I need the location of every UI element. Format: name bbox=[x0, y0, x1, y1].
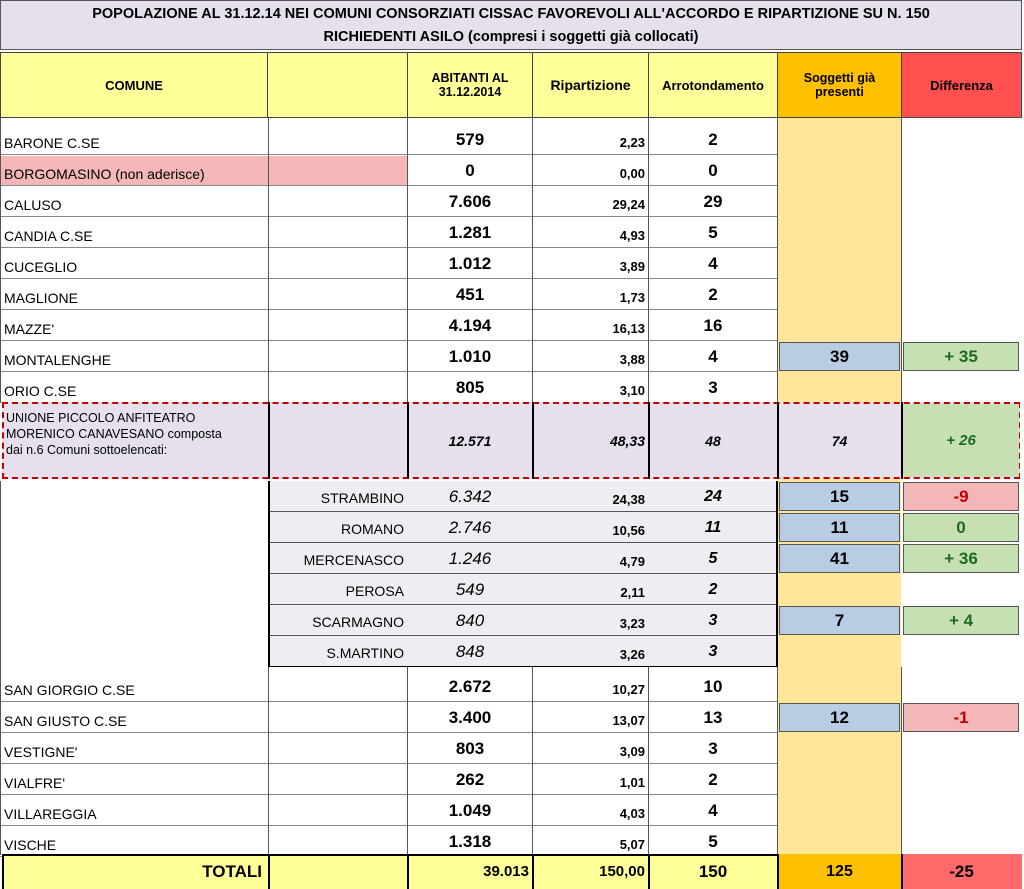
grid-line bbox=[407, 118, 408, 402]
ripartizione-value bbox=[532, 341, 649, 372]
header-soggetti bbox=[777, 52, 902, 118]
ripartizione-value bbox=[532, 186, 649, 217]
sub-comune-name bbox=[267, 512, 408, 543]
ripartizione-value bbox=[532, 733, 649, 764]
sub-ripartizione-value bbox=[532, 481, 649, 512]
sub-abitanti-value-text: 848 bbox=[455, 641, 485, 661]
totali-label-text: TOTALI bbox=[202, 861, 262, 881]
sub-arrotondamento-value bbox=[648, 605, 778, 636]
sub-arrotondamento-value bbox=[648, 574, 778, 605]
totali-soggetti-text: 125 bbox=[826, 862, 853, 880]
sub-abitanti-value-text: 6.342 bbox=[448, 486, 492, 506]
totali-differenza bbox=[901, 854, 1022, 889]
ripartizione-value-text: 1,73 bbox=[619, 290, 645, 305]
comune-name bbox=[0, 826, 268, 857]
comune-name-text: VESTIGNE' bbox=[4, 743, 78, 760]
grid-line bbox=[407, 402, 409, 479]
soggetti-value bbox=[779, 544, 900, 573]
sub-ripartizione-value-text: 3,26 bbox=[619, 647, 645, 662]
sub-comune-name bbox=[267, 574, 408, 605]
abitanti-value-text: 1.281 bbox=[448, 222, 492, 242]
grid-line bbox=[268, 481, 270, 667]
comune-name-text: SAN GIORGIO C.SE bbox=[4, 681, 135, 698]
arrotondamento-value-text: 3 bbox=[708, 738, 718, 758]
ripartizione-value bbox=[532, 372, 649, 403]
sub-abitanti-value bbox=[407, 481, 533, 512]
ripartizione-value bbox=[532, 217, 649, 248]
arrotondamento-value-text: 16 bbox=[703, 315, 723, 335]
grid-line bbox=[0, 667, 1, 855]
title-line-1: POPOLAZIONE AL 31.12.14 NEI COMUNI CONSORZIATI CISSAC FAVOREVOLI ALL'ACCORDO E RIPARTIZIONE SU N. 150 bbox=[92, 6, 930, 22]
sub-comune-name-text: SCARMAGNO bbox=[312, 613, 404, 630]
totali-abitanti-text: 39.013 bbox=[483, 863, 529, 880]
arrotondamento-value-text: 3 bbox=[708, 377, 718, 397]
totali-differenza-text: -25 bbox=[949, 861, 974, 881]
sub-ripartizione-value bbox=[532, 605, 649, 636]
soggetti-value-text: 39 bbox=[830, 346, 849, 366]
grid-line bbox=[777, 402, 779, 479]
arrotondamento-value bbox=[648, 155, 778, 186]
abitanti-value bbox=[407, 671, 533, 702]
arrotondamento-value bbox=[648, 217, 778, 248]
unione-abitanti bbox=[407, 402, 533, 479]
differenza-value bbox=[903, 544, 1019, 573]
header-abitanti-line1: ABITANTI AL bbox=[431, 71, 509, 85]
arrotondamento-value bbox=[648, 372, 778, 403]
sub-ripartizione-value bbox=[532, 636, 649, 667]
differenza-value bbox=[903, 342, 1019, 371]
soggetti-value bbox=[779, 703, 900, 732]
comune-name-text: VISCHE bbox=[4, 836, 57, 853]
grid-line bbox=[407, 667, 408, 855]
sub-comune-name-text: S.MARTINO bbox=[326, 644, 404, 661]
header-arrotondamento bbox=[648, 52, 778, 118]
sub-abitanti-value bbox=[407, 605, 533, 636]
ripartizione-value-text: 3,09 bbox=[619, 744, 645, 759]
arrotondamento-value-text: 5 bbox=[708, 222, 718, 242]
abitanti-value-text: 2.672 bbox=[448, 676, 492, 696]
sub-comune-name bbox=[267, 605, 408, 636]
abitanti-value bbox=[407, 733, 533, 764]
sub-arrotondamento-value bbox=[648, 636, 778, 667]
arrotondamento-value bbox=[648, 826, 778, 857]
ripartizione-value-text: 10,27 bbox=[612, 682, 645, 697]
comune-name bbox=[0, 124, 268, 155]
sub-abitanti-value bbox=[407, 512, 533, 543]
abitanti-value-text: 1.049 bbox=[448, 800, 492, 820]
ripartizione-value bbox=[532, 279, 649, 310]
unione-name-line: MORENICO CANAVESANO composta bbox=[6, 427, 222, 441]
ripartizione-value bbox=[532, 310, 649, 341]
grid-line bbox=[0, 118, 1, 402]
differenza-value-text: -9 bbox=[953, 486, 969, 506]
arrotondamento-value bbox=[648, 310, 778, 341]
comune-name bbox=[0, 372, 268, 403]
header-differenza bbox=[901, 52, 1022, 118]
unione-ripartizione bbox=[532, 402, 649, 479]
abitanti-value-text: 3.400 bbox=[448, 707, 492, 727]
title-line-2: RICHIEDENTI ASILO (compresi i soggetti già collocati) bbox=[323, 29, 699, 45]
totali-soggetti bbox=[777, 854, 902, 889]
grid-line bbox=[648, 667, 649, 855]
arrotondamento-value-text: 4 bbox=[708, 800, 718, 820]
soggetti-value bbox=[779, 606, 900, 635]
comune-name-text: MAZZE' bbox=[4, 320, 55, 337]
comune-name bbox=[0, 671, 268, 702]
grid-line bbox=[0, 481, 1, 667]
grid-line bbox=[268, 854, 270, 889]
header-arrotondamento-label: Arrotondamento bbox=[662, 77, 764, 93]
ripartizione-value bbox=[532, 826, 649, 857]
grid-line bbox=[268, 666, 778, 667]
unione-abitanti-text: 12.571 bbox=[448, 432, 492, 449]
sub-arrotondamento-value-text: 11 bbox=[704, 518, 722, 536]
sub-ripartizione-value bbox=[532, 574, 649, 605]
arrotondamento-value bbox=[648, 702, 778, 733]
header-ripartizione-label: Ripartizione bbox=[550, 77, 631, 93]
comune-name-text: VILLAREGGIA bbox=[4, 805, 97, 822]
abitanti-value bbox=[407, 186, 533, 217]
sub-arrotondamento-value-text: 5 bbox=[708, 549, 718, 567]
arrotondamento-value bbox=[648, 124, 778, 155]
soggetti-value-text: 11 bbox=[830, 517, 849, 537]
sub-abitanti-value-text: 549 bbox=[455, 579, 485, 599]
ripartizione-value bbox=[532, 155, 649, 186]
ripartizione-value-text: 13,07 bbox=[612, 713, 645, 728]
ripartizione-value-text: 3,10 bbox=[619, 383, 645, 398]
comune-name bbox=[0, 702, 268, 733]
ripartizione-value bbox=[532, 795, 649, 826]
totali-abitanti bbox=[407, 854, 533, 889]
abitanti-value bbox=[407, 764, 533, 795]
abitanti-value-text: 805 bbox=[455, 377, 485, 397]
differenza-value-text: -1 bbox=[953, 707, 969, 727]
differenza-value-text: + 4 bbox=[948, 610, 974, 630]
sub-comune-name bbox=[267, 481, 408, 512]
abitanti-value bbox=[407, 372, 533, 403]
unione-arrotondamento bbox=[648, 402, 778, 479]
abitanti-value bbox=[407, 248, 533, 279]
soggetti-value-text: 7 bbox=[834, 610, 845, 630]
sub-comune-name-text: ROMANO bbox=[341, 520, 404, 537]
comune-name bbox=[0, 279, 268, 310]
ripartizione-value-text: 4,03 bbox=[619, 806, 645, 821]
differenza-value-text: 0 bbox=[956, 517, 966, 537]
sub-arrotondamento-value-text: 24 bbox=[704, 487, 722, 505]
sub-ripartizione-value-text: 10,56 bbox=[612, 523, 645, 538]
sub-arrotondamento-value-text: 2 bbox=[708, 580, 718, 598]
comune-name-text: BARONE C.SE bbox=[4, 134, 100, 151]
totali-arrotondamento bbox=[648, 854, 778, 889]
soggetti-value-text: 41 bbox=[830, 548, 849, 568]
ripartizione-value-text: 29,24 bbox=[612, 197, 645, 212]
soggetti-value-text: 12 bbox=[830, 707, 849, 727]
soggetti-value bbox=[779, 513, 900, 542]
ripartizione-value-text: 16,13 bbox=[612, 321, 645, 336]
unione-name bbox=[6, 410, 270, 472]
abitanti-value-text: 1.012 bbox=[448, 253, 492, 273]
comune-name-text: CALUSO bbox=[4, 196, 62, 213]
ripartizione-value-text: 2,23 bbox=[619, 135, 645, 150]
sub-ripartizione-value bbox=[532, 543, 649, 574]
arrotondamento-value bbox=[648, 733, 778, 764]
comune-name-text: ORIO C.SE bbox=[4, 382, 77, 399]
comune-name bbox=[0, 733, 268, 764]
abitanti-value bbox=[407, 279, 533, 310]
differenza-value-text: + 36 bbox=[944, 548, 978, 568]
header-soggetti-line1: Soggetti già bbox=[803, 71, 876, 85]
grid-line bbox=[777, 667, 778, 855]
ripartizione-value-text: 1,01 bbox=[619, 775, 645, 790]
arrotondamento-value bbox=[648, 341, 778, 372]
unione-differenza bbox=[903, 404, 1019, 477]
differenza-value bbox=[903, 513, 1019, 542]
arrotondamento-value-text: 2 bbox=[708, 284, 718, 304]
page-title bbox=[0, 0, 1022, 50]
comune-name bbox=[0, 217, 268, 248]
totali-ripartizione bbox=[532, 854, 649, 889]
header-comune-label: COMUNE bbox=[105, 77, 163, 93]
abitanti-value-text: 0 bbox=[465, 160, 475, 180]
sub-abitanti-value bbox=[407, 636, 533, 667]
grid-line bbox=[901, 667, 902, 855]
ripartizione-value-text: 5,07 bbox=[619, 837, 645, 852]
grid-line bbox=[268, 667, 269, 855]
grid-line bbox=[532, 667, 533, 855]
sub-arrotondamento-value-text: 3 bbox=[708, 642, 718, 660]
grid-line bbox=[532, 402, 534, 479]
header-blank bbox=[267, 52, 408, 118]
abitanti-value bbox=[407, 217, 533, 248]
comune-name-text: BORGOMASINO (non aderisce) bbox=[4, 165, 205, 182]
grid-line bbox=[777, 854, 779, 889]
sub-abitanti-value-text: 840 bbox=[455, 610, 485, 630]
differenza-value bbox=[903, 703, 1019, 732]
arrotondamento-value-text: 10 bbox=[703, 676, 723, 696]
abitanti-value-text: 451 bbox=[455, 284, 485, 304]
header-soggetti-line2: presenti bbox=[815, 85, 864, 99]
abitanti-value-text: 803 bbox=[455, 738, 485, 758]
grid-line bbox=[648, 854, 650, 889]
comune-name bbox=[0, 155, 268, 186]
unione-ripartizione-text: 48,33 bbox=[609, 432, 645, 449]
sub-comune-name-text: STRAMBINO bbox=[320, 489, 404, 506]
grid-line bbox=[648, 402, 650, 479]
comune-name-text: CUCEGLIO bbox=[4, 258, 78, 275]
sub-abitanti-value-text: 1.246 bbox=[448, 548, 492, 568]
abitanti-value bbox=[407, 795, 533, 826]
header-comune bbox=[0, 52, 268, 118]
arrotondamento-value-text: 29 bbox=[703, 191, 723, 211]
ripartizione-value bbox=[532, 124, 649, 155]
sub-comune-name bbox=[267, 636, 408, 667]
unione-name-line: dai n.6 Comuni sottoelencati: bbox=[6, 443, 168, 457]
differenza-value-text: + 35 bbox=[944, 346, 978, 366]
header-ripartizione bbox=[532, 52, 649, 118]
abitanti-value bbox=[407, 702, 533, 733]
differenza-value bbox=[903, 606, 1019, 635]
header-abitanti-line2: 31.12.2014 bbox=[438, 85, 502, 99]
grid-line bbox=[901, 118, 902, 402]
arrotondamento-value-text: 4 bbox=[708, 253, 718, 273]
sub-comune-name-text: MERCENASCO bbox=[303, 551, 404, 568]
unione-arrotondamento-text: 48 bbox=[705, 432, 721, 449]
sub-ripartizione-value-text: 3,23 bbox=[619, 616, 645, 631]
header-abitanti bbox=[407, 52, 533, 118]
grid-line bbox=[532, 118, 533, 402]
sub-arrotondamento-value-text: 3 bbox=[708, 611, 718, 629]
arrotondamento-value bbox=[648, 279, 778, 310]
sub-ripartizione-value-text: 2,11 bbox=[620, 585, 645, 600]
grid-line bbox=[268, 402, 270, 479]
arrotondamento-value bbox=[648, 186, 778, 217]
arrotondamento-value bbox=[648, 795, 778, 826]
ripartizione-value bbox=[532, 702, 649, 733]
abitanti-value-text: 7.606 bbox=[448, 191, 492, 211]
totali-arrotondamento-text: 150 bbox=[698, 861, 728, 881]
sub-abitanti-value-text: 2.746 bbox=[448, 517, 492, 537]
arrotondamento-value bbox=[648, 764, 778, 795]
sub-arrotondamento-value bbox=[648, 481, 778, 512]
grid-line bbox=[407, 854, 409, 889]
abitanti-value-text: 579 bbox=[455, 129, 485, 149]
differenza-value bbox=[903, 482, 1019, 511]
sub-ripartizione-value bbox=[532, 512, 649, 543]
unione-name-line: UNIONE PICCOLO ANFITEATRO bbox=[6, 411, 196, 425]
abitanti-value-text: 4.194 bbox=[448, 315, 492, 335]
arrotondamento-value bbox=[648, 671, 778, 702]
grid-line bbox=[901, 854, 903, 889]
grid-line bbox=[268, 118, 269, 402]
arrotondamento-value-text: 4 bbox=[708, 346, 718, 366]
arrotondamento-value-text: 2 bbox=[708, 129, 718, 149]
soggetti-value bbox=[779, 482, 900, 511]
unione-soggetti bbox=[777, 402, 902, 479]
arrotondamento-value-text: 5 bbox=[708, 831, 718, 851]
totali-label bbox=[0, 854, 266, 889]
comune-name-text: MONTALENGHE bbox=[4, 351, 112, 368]
ripartizione-value-text: 4,93 bbox=[619, 228, 645, 243]
unione-differenza-text: + 26 bbox=[946, 432, 976, 449]
comune-name-text: SAN GIUSTO C.SE bbox=[4, 712, 127, 729]
ripartizione-value-text: 0,00 bbox=[619, 166, 645, 181]
sub-arrotondamento-value bbox=[648, 512, 778, 543]
sub-ripartizione-value-text: 4,79 bbox=[619, 554, 645, 569]
comune-name bbox=[0, 795, 268, 826]
soggetti-value-text: 15 bbox=[830, 486, 849, 506]
sub-abitanti-value bbox=[407, 574, 533, 605]
sub-comune-name-text: PEROSA bbox=[345, 582, 404, 599]
grid-line bbox=[777, 118, 778, 402]
totali-ripartizione-text: 150,00 bbox=[599, 863, 645, 880]
ripartizione-value bbox=[532, 671, 649, 702]
comune-name bbox=[0, 341, 268, 372]
abitanti-value-text: 1.010 bbox=[448, 346, 492, 366]
abitanti-value bbox=[407, 155, 533, 186]
ripartizione-value bbox=[532, 764, 649, 795]
comune-name-text: VIALFRE' bbox=[4, 774, 66, 791]
comune-name bbox=[0, 248, 268, 279]
abitanti-value bbox=[407, 124, 533, 155]
grid-line bbox=[776, 481, 778, 667]
abitanti-value bbox=[407, 341, 533, 372]
abitanti-value bbox=[407, 826, 533, 857]
header-differenza-label: Differenza bbox=[930, 77, 993, 93]
grid-line bbox=[648, 118, 649, 402]
grid-line bbox=[901, 402, 903, 479]
unione-soggetti-text: 74 bbox=[831, 432, 848, 449]
grid-line bbox=[532, 854, 534, 889]
sub-arrotondamento-value bbox=[648, 543, 778, 574]
comune-name bbox=[0, 764, 268, 795]
arrotondamento-value bbox=[648, 248, 778, 279]
arrotondamento-value-text: 2 bbox=[708, 769, 718, 789]
ripartizione-value bbox=[532, 248, 649, 279]
comune-name bbox=[0, 186, 268, 217]
sub-comune-name bbox=[267, 543, 408, 574]
comune-name-text: CANDIA C.SE bbox=[4, 227, 93, 244]
abitanti-value-text: 262 bbox=[455, 769, 485, 789]
ripartizione-value-text: 3,89 bbox=[619, 259, 645, 274]
sub-ripartizione-value-text: 24,38 bbox=[612, 492, 645, 507]
abitanti-value bbox=[407, 310, 533, 341]
comune-name bbox=[0, 310, 268, 341]
soggetti-value bbox=[779, 342, 900, 371]
arrotondamento-value-text: 0 bbox=[708, 160, 718, 180]
sub-abitanti-value bbox=[407, 543, 533, 574]
abitanti-value-text: 1.318 bbox=[448, 831, 492, 851]
arrotondamento-value-text: 13 bbox=[703, 707, 723, 727]
comune-name-text: MAGLIONE bbox=[4, 289, 78, 306]
ripartizione-value-text: 3,88 bbox=[619, 352, 645, 367]
